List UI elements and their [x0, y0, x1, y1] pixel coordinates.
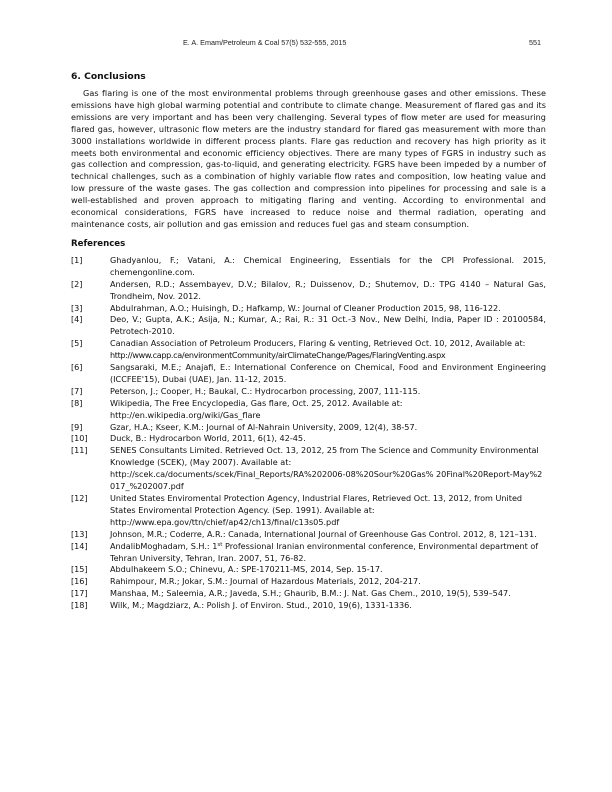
reference-text-part: AndalibMoghadam, S.H.: 1 — [110, 540, 218, 551]
reference-number: [9] — [71, 421, 83, 432]
reference-number: [8] — [71, 397, 83, 408]
reference-number: [16] — [71, 576, 88, 587]
reference-number: [17] — [71, 588, 88, 599]
ordinal-superscript: st — [217, 541, 223, 548]
reference-list — [71, 255, 546, 612]
reference-text: Wilk, M.; Magdziarz, A.: Polish J. of Environ. Stud., 2010, 19(6), 1331-1336. — [110, 600, 412, 611]
reference-number: [15] — [71, 564, 88, 575]
reference-number: [12] — [71, 493, 88, 503]
reference-text: Abdulrahman, A.O.; Huisingh, D.; Hafkamp, W.: Journal of Cleaner Production 2015, 98, 116-122. — [110, 302, 501, 313]
reference-item — [71, 445, 546, 493]
reference-text: United States Enviromental Protection Agency, Industrial Flares, Retrieved Oct. 13, 2012, from United States Enviromental Protection Agency. (Sep. 1991). Available at: http://www.epa.gov/ttn/chief/ap42/ch13/final/c13s05.pdf — [110, 493, 523, 527]
reference-url[interactable]: http://scek.ca/documents/scek/Final_Reports/RA%202006-08%20Sour%20Gas% 20Final%20Report-May%2017_%202007.pdf — [110, 469, 543, 492]
reference-item — [71, 303, 546, 315]
reference-number: [6] — [71, 362, 83, 373]
references-heading: References — [71, 238, 126, 249]
reference-item — [71, 588, 546, 600]
reference-text: Duck, B.: Hydrocarbon World, 2011, 6(1), 42-45. — [110, 433, 306, 444]
reference-text-body: Canadian Association of Petroleum Producers, Flaring & venting, Retrieved Oct. 10, 2012, Available at: — [110, 338, 526, 349]
reference-number: [1] — [71, 254, 83, 265]
conclusions-paragraph: Gas flaring is one of the most environmental problems through greenhouse gases and other emissions. These emissions have high global warming potential and contribute to climate change. Measurement of flared gas and its emissions are very important and has been very challenging. Several types of flow meter are used for measuring flared gas, however, ultrasonic flow meters are the industry standard for flared gas measurement with more than 3000 installations worldwide in different process plants. Flare gas reduction and recovery has high priority as it meets both environmental and economic efficiency objectives. There are many types of FGRS in industry such as gas collection and compression, gas-to-liquid, and generating electricity. FGRS have been impeded by a number of technical challenges, such as a combination of highly variable flow rates and composition, low heating value and low pressure of the waste gases. The gas collection and compression into pipelines for processing and sale is a well-established and proven approach to mitigating flaring and venting. According to environmental and economical considerations, FGRS have increased to reduce noise and thermal radiation, operating and maintenance costs, air pollution and gas emission and reduces fuel gas and steam consumption. — [71, 88, 546, 229]
reference-text-body: SENES Consultants Limited. Retrieved Oct. 13, 2012, 25 from The Science and Community Environmental Knowledge (SCEK), (May 2007). Available at: — [110, 445, 539, 468]
reference-item — [71, 576, 546, 588]
reference-item — [71, 564, 546, 576]
reference-number: [18] — [71, 600, 88, 611]
reference-text: Andersen, R.D.; Assembayev, D.V.; Bilalov, R.; Duissenov, D.; Shutemov, D.: TPG 4140 – Natural Gas, Trondheim, Nov. 2012. — [110, 278, 546, 301]
running-title: E. A. Emam/Petroleum & Coal 57(5) 532-555, 2015 — [183, 38, 347, 47]
reference-text: Gzar, H.A.; Kseer, K.M.: Journal of Al-Nahrain University, 2009, 12(4), 38-57. — [110, 421, 418, 432]
reference-text: Ghadyanlou, F.; Vatani, A.: Chemical Engineering, Essentials for the CPI Professional. 2015, chemengonline.com. — [110, 254, 546, 277]
reference-text — [110, 445, 546, 493]
reference-text-body: Wikipedia, The Free Encyclopedia, Gas flare, Oct. 25, 2012. Available at: — [110, 397, 403, 408]
reference-item — [71, 338, 546, 362]
reference-text — [110, 338, 546, 362]
page-content — [71, 71, 546, 612]
reference-text-part: Professional Iranian environmental conference, Environmental department of Tehran University, Tehran, Iran. 2007, 51, 76-82. — [110, 540, 539, 563]
reference-item — [71, 433, 546, 445]
reference-item — [71, 493, 546, 529]
section-heading-conclusions: 6. Conclusions — [71, 71, 146, 82]
reference-item — [71, 362, 546, 386]
reference-number: [3] — [71, 302, 83, 313]
reference-number: [10] — [71, 433, 88, 444]
reference-item — [71, 255, 546, 279]
reference-url[interactable]: http://en.wikipedia.org/wiki/Gas_flare — [110, 409, 261, 420]
reference-number: [11] — [71, 445, 88, 456]
page-number: 551 — [529, 38, 541, 47]
reference-text — [110, 541, 546, 565]
reference-number: [2] — [71, 278, 83, 289]
reference-item — [71, 386, 546, 398]
reference-item — [71, 529, 546, 541]
reference-text: Manshaa, M.; Saleemia, A.R.; Javeda, S.H.; Ghaurib, B.M.: J. Nat. Gas Chem., 2010, 19(5), 539–547. — [110, 588, 511, 599]
reference-item — [71, 314, 546, 338]
reference-text: Sangsaraki, M.E.; Anajafi, E.: International Conference on Chemical, Food and Environment Engineering (ICCFEE'15), Dubai (UAE), Jan. 11-12, 2015. — [110, 362, 546, 384]
reference-item — [71, 279, 546, 303]
reference-text: Abdulhakeem S.O.; Chinevu, A.: SPE-170211-MS, 2014, Sep. 15-17. — [110, 564, 383, 575]
reference-item — [71, 600, 546, 612]
reference-number: [7] — [71, 385, 83, 396]
reference-number: [14] — [71, 540, 88, 551]
reference-number: [4] — [71, 314, 83, 325]
reference-text: Deo, V.; Gupta, A.K.; Asija, N.; Kumar, A.; Rai, R.: 31 Oct.-3 Nov., New Delhi, India, Paper ID : 20100584, Petrotech-2010. — [110, 314, 546, 337]
reference-text — [110, 398, 546, 422]
reference-text: Peterson, J.; Cooper, H.; Baukal, C.: Hydrocarbon processing, 2007, 111-115. — [110, 385, 421, 396]
page-header — [0, 38, 612, 50]
reference-number: [13] — [71, 528, 88, 539]
reference-text: Johnson, M.R.; Coderre, A.R.: Canada, International Journal of Greenhouse Gas Control. 2012, 8, 121–131. — [110, 528, 537, 539]
reference-item — [71, 422, 546, 434]
reference-item — [71, 541, 546, 565]
reference-text: Rahimpour, M.R.; Jokar, S.M.: Journal of Hazardous Materials, 2012, 204-217. — [110, 576, 421, 587]
reference-item — [71, 398, 546, 422]
reference-url[interactable]: http://www.capp.ca/environmentCommunity/airClimateChange/Pages/FlaringVenting.aspx — [110, 350, 446, 361]
reference-number: [5] — [71, 338, 83, 349]
